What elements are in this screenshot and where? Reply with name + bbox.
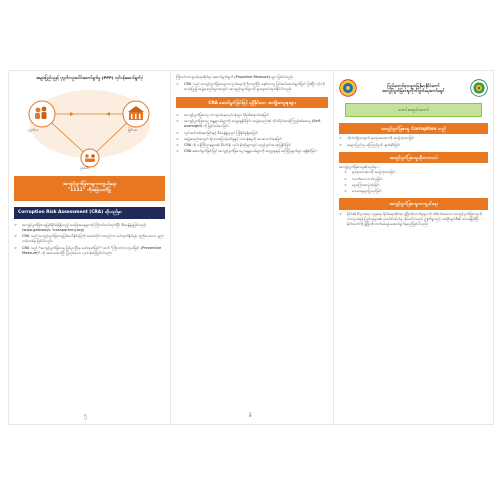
- page-number: ၅: [84, 413, 87, 419]
- page-number: ၆: [249, 413, 252, 419]
- slogan-callout: [14, 176, 165, 201]
- list-item-text: CRA သည် အကျင့်ပျက်ခြစားမှုကာကွယ်ရေးကို ဦးတည်ပြီး စနစ်တကျ ပြင်ဆင်ဆောင်ရွက်ခြင်း ဖြစ်ပြီး ၎င်းကို အသုံးပြု၍ အဖွဲ့အစည်းများအတွင်း အားနည်းချက်များကို ရှာဖွေဖော်ထုတ်နိုင်ပါသည်။: [184, 82, 325, 92]
- list-item: [339, 136, 488, 141]
- slogan-line-2: "1111" ကိုအမြဲသတိပြု: [67, 188, 112, 194]
- list-item-text: အဖွဲ့အစည်းအတွင်း ရိုးသားဖြောင့်မတ်မှုနှင့် တာဝန်ခံမှုကို အားကောင်းစေခြင်း: [184, 136, 283, 141]
- emblem-row: [339, 79, 488, 97]
- cra-benefits-heading: CRA ဆောင်ရွက်ခြင်းဖြင့် ရရှိနိုင်သော အကျိုးကျေးဇူးများ: [176, 97, 328, 108]
- list-item-text: လာဘ်ပေးလာဘ်ယူခြင်း: [352, 176, 383, 181]
- cover-title: [357, 83, 470, 94]
- list-item-text: ရာထူးအာဏာကို အလွဲသုံးစားခြင်း: [352, 170, 396, 175]
- node-right-label: မြင်သာ: [128, 128, 138, 132]
- arrow-bullet-icon: ➢: [176, 136, 180, 141]
- list-item: [339, 170, 488, 175]
- list-item-text: မသမာမှုများပြုလုပ်ခြင်း: [352, 189, 382, 194]
- arrow-bullet-icon: ➢: [176, 82, 180, 87]
- arrow-bullet-icon: ➢: [14, 234, 18, 239]
- list-item-text: CRA ဆောင်ရွက်ခြင်းဖြင့် အကျင့်ပျက်ခြစားမှု အန္တရာယ်များကို လျှော့ချရန် အကြံပြုချက်များ ရရှိနိုင်ခြင်း: [184, 149, 317, 154]
- node-left-label: ပုဂ္ဂလိက: [28, 128, 39, 132]
- list-item: [176, 149, 328, 154]
- list-item-text: အများပြည်သူ ယုံကြည်မှုကို ဖျက်ဆီးခြင်း: [347, 142, 400, 147]
- list-item-text: အကျင့်ပျက်ခြစားမှု ကာကွယ်ရေးလုပ်ငန်းများ ပိုမိုထိရောက်စေခြင်း: [184, 113, 270, 118]
- arrow-bullet-icon: ➢: [344, 176, 348, 181]
- arrow-bullet-icon: ➢: [176, 143, 180, 148]
- arrow-bullet-icon: ➢: [339, 211, 343, 216]
- hero-banner: [345, 103, 482, 117]
- brochure-panel-cover: [334, 70, 494, 425]
- arrow-bullet-icon: ➢: [344, 189, 348, 194]
- list-item: [339, 143, 488, 148]
- arrow-bullet-icon: ➢: [14, 222, 18, 227]
- panel-heading: အများပြည်သူနှင့် ပုဂ္ဂလိကပူးပေါင်းဆောင်ရွက်မှု (PPP) လုပ်ငန်းဆောင်ရွက်ပုံ: [36, 75, 143, 80]
- cover-title-line-1: ပြည်ထောင်စုသမ္မတမြန်မာနိုင်ငံတော်: [387, 82, 440, 88]
- hero-text: သတင်းအချက်အလက်: [397, 107, 430, 112]
- brochure-panel-middle: [171, 70, 334, 425]
- list-item-text: နိုင်ငံ၏ စီးပွားရေး၊ လူမှုရေး၊ နိုင်ငံရေးဆိုင်ရာ ဖွံ့ဖြိုးတိုးတက်မှုများကို ထိခိုက်စေသော အကျင့်ပျက်ခြစားမှုကို ကာကွယ်ရန် ပြည်သူများ၏ ပူးပေါင်းပါဝင်မှု လိုအပ်ပါသည်။ ဤကိစ္စသည် တစ်ဦးချင်းစီ၏ တာဝန်ဖြစ်ပြီး နိုင်ငံတော်ကို ဖွံ့ဖြိုးတိုးတက်စေရန် ဆောင်ရွက်ရမည်ဖြစ်ပါသည်။: [347, 211, 482, 227]
- list-item: [339, 183, 488, 188]
- list-item-text: ကွင်းဆင်းစစ်ဆေးခြင်းနှင့် စီမံခန့်ခွဲမှုတွင် ကြံ့ခိုင်မှုရှိစေခြင်း: [184, 130, 258, 135]
- node-bottom-label: ပူးပေါင်း: [80, 166, 90, 170]
- commission-logo-icon: [470, 79, 488, 97]
- arrow-bullet-icon: ➢: [344, 182, 348, 187]
- arrow-bullet-icon: ➢: [339, 142, 343, 147]
- list-item: [176, 82, 328, 92]
- section-intro: အကျင့်ပျက်ခြစားမှုဆိုသည်မှာ -: [339, 165, 380, 170]
- list-item: [14, 246, 165, 256]
- list-item: [176, 113, 328, 118]
- arrow-bullet-icon: ➢: [339, 136, 343, 141]
- list-item-text: CRA ကို ဝန်ကြီးဌာနများ၏ စီမံကိန်း လုပ်ငန်းစဉ်များတွင် ထည့်သွင်းအသုံးပြုနိုင်ခြင်း: [184, 143, 292, 148]
- state-seal-icon: [339, 79, 357, 97]
- slogan-line-1: အကျင့်ပျက်ခြစားမှုကာကွယ်ရေး: [62, 182, 117, 187]
- list-item-text: ကိုယ်ကျိုးအတွက် ရာထူးအာဏာကို အလွဲသုံးစားခြင်း: [347, 136, 415, 141]
- list-item: [14, 234, 165, 244]
- ppp-diagram: [14, 84, 165, 172]
- list-item: [176, 137, 328, 142]
- arrow-bullet-icon: ➢: [176, 130, 180, 135]
- list-item: [176, 119, 328, 129]
- list-item: [14, 223, 165, 233]
- list-item-text: ငွေကြေးအလွဲသုံးခြင်း: [352, 182, 380, 187]
- arrow-bullet-icon: ➢: [176, 113, 180, 118]
- arrow-bullet-icon: ➢: [14, 245, 18, 250]
- cra-definition-heading: Corruption Risk Assessment (CRA) ဆိုသည်မှာ: [14, 207, 165, 219]
- intro-text: ကြိုတင်ကာကွယ်ရေးဆိုင်ရာ ဆောင်ရွက်ချက် (Proactive Measure) များ ဖြစ်ပါသည်။: [176, 75, 293, 79]
- section-heading-2: အကျင့်ပျက်ခြစားမှုဆိုတာဘာလဲ: [339, 152, 488, 163]
- section-heading-1: အကျင့်ပျက်ခြစားမှု Corruption သည်: [339, 123, 488, 134]
- arrow-bullet-icon: ➢: [344, 170, 348, 175]
- list-item: [176, 143, 328, 148]
- list-item: [176, 131, 328, 136]
- list-item-text: အကျင့်ပျက်ခြစားမှုဖြစ်နိုင်ခြေရှိသည့် အခြေအနေများကို ကြိုတင်ဖော်ထုတ်ပြီး စီမံခန့်ခွဲမှုဖြစ်သည်။ (www.gateways. transparency.org): [22, 222, 147, 233]
- section-heading-3: အကျင့်ပျက်ခြစားမှုကာကွယ်ရေး: [339, 198, 488, 209]
- list-item: [339, 177, 488, 182]
- list-item-text: CRA သည် အကျင့်ပျက်ခြစားမှုဖြစ်ပေါ်နိုင်ခြေကို အစောပိုင်းကတည်းက ဖော်ထုတ်နိုင်ရန် ကူညီပေးသော နည်းလမ်းတစ်ခု ဖြစ်ပါသည်။: [22, 234, 164, 244]
- list-item: [339, 212, 488, 228]
- list-item-text: အကျင့်ပျက်ခြစားမှု အန္တရာယ်များကို လျှော့ချနိုင်ခြင်း၊ အဖွဲ့အစည်း၏ ကိုယ်ပိုင်စောင့်ကြည့်စစ်ဆေးမှု (Self-oversight) ကို မြှင့်တင်ပေးခြင်း: [184, 119, 321, 129]
- list-item: [339, 189, 488, 194]
- cover-title-line-2: အကျင့်ပျက်ခြစားမှုတိုက်ဖျက်ရေးကော်မရှင်: [382, 88, 445, 93]
- partnership-node: [81, 149, 99, 167]
- arrow-bullet-icon: ➢: [176, 119, 180, 124]
- arrow-bullet-icon: ➢: [176, 149, 180, 154]
- brochure-panel-left: [8, 70, 171, 425]
- list-item-text: CRA သည် "အကျင့်ပျက်ခြစားမှု ဖြစ်ပွားပြီးမှ ဖော်ထုတ်ခြင်း" ထက် "ကြိုတင်ကာကွယ်ခြင်း (Preventive Measure)" ကို အလေးထားပြီး ပြုလုပ်သော လုပ်ငန်းစဉ်ဖြစ်ပါသည်။: [22, 245, 162, 255]
